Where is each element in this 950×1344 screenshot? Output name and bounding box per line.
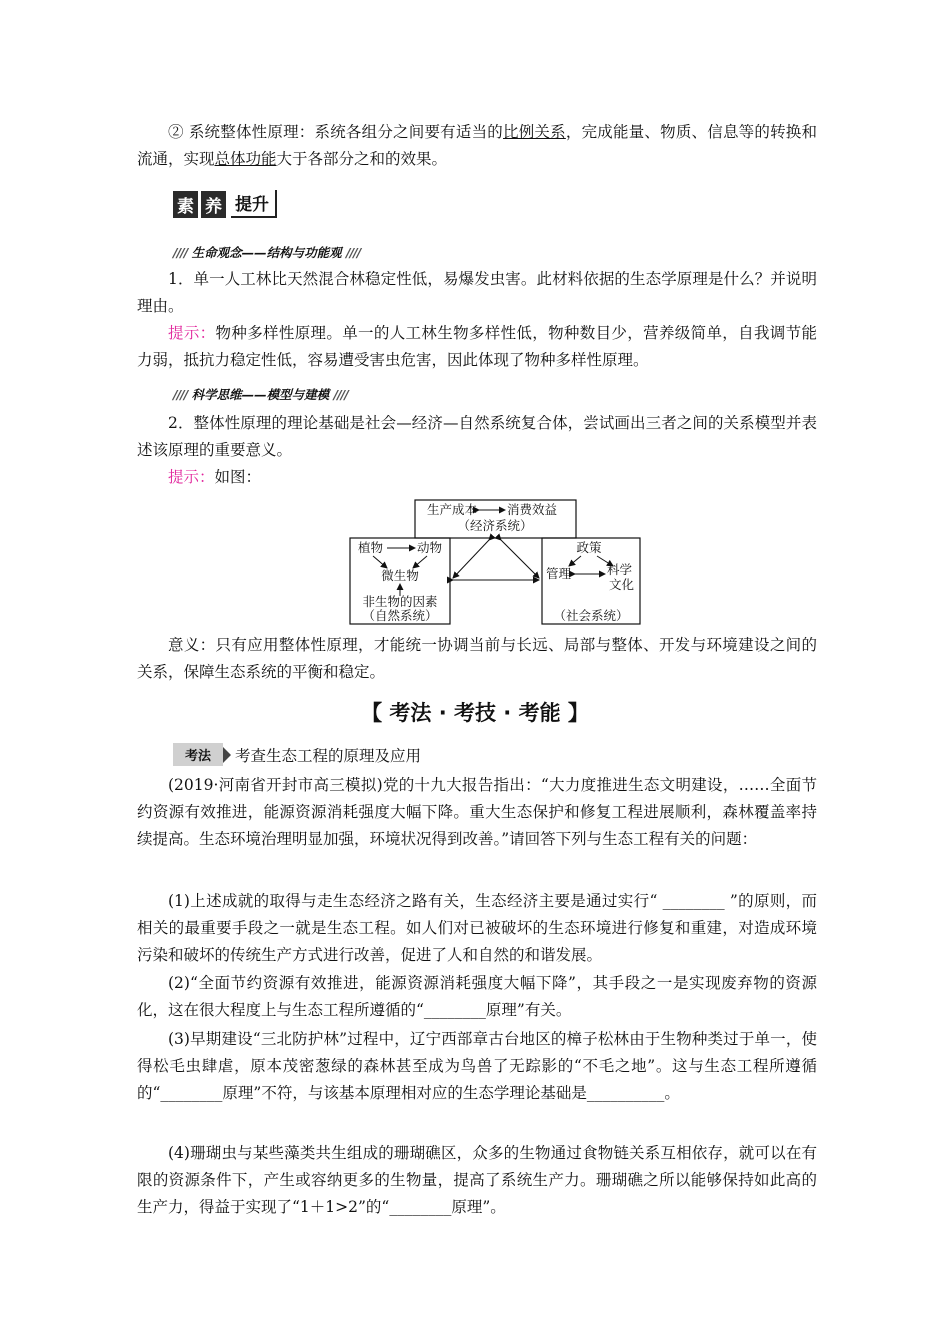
meaning-paragraph: 意义：只有应用整体性原理，才能统一协调当前与长远、局部与整体、开发与环境建设之间的关系，保障生态系统的平衡和稳定。 — [137, 636, 817, 681]
econ-cost: 生产成本 — [427, 502, 478, 517]
system-relationship-diagram — [345, 494, 645, 628]
soc-science: 科学 — [607, 562, 633, 577]
answer-1: 提示：物种多样性原理。单一的人工林生物多样性低，物种数目少，营养级简单，自我调节能力弱，抵抗力稳定性低，容易遭受害虫危害，因此体现了物种多样性原理。 — [137, 324, 817, 369]
question-1: 1．单一人工林比天然混合林稳定性低，易爆发虫害。此材料依据的生态学原理是什么？并说明理由。 — [137, 270, 817, 315]
question-2: 2．整体性原理的理论基础是社会—经济—自然系统复合体，尝试画出三者之间的关系模型并表述该原理的重要意义。 — [137, 414, 817, 459]
soc-label: （社会系统） — [553, 608, 629, 623]
arrow-econ-nature — [453, 540, 489, 578]
principle-paragraph: ② 系统整体性原理：系统各组分之间要有适当的比例关系，完成能量、物质、信息等的转换和流通，实现总体功能大于各部分之和的效果。 — [137, 123, 817, 168]
item-2: (2)“全面节约资源有效推进，能源资源消耗强度大幅下降”，其手段之一是实现废弃物的资源化，这在很大程度上与生态工程所遵循的“________原理”有关。 — [137, 974, 817, 1019]
nat-animal: 动物 — [417, 540, 443, 555]
triangle-arrow-icon — [223, 747, 231, 763]
subheading-life-concept: //// 生命观念——结构与功能观 //// — [173, 245, 361, 260]
soc-culture: 文化 — [609, 577, 635, 592]
section-title: 【 考法 · 考技 · 考能 】 — [361, 701, 589, 725]
section-badge: 素 养 提升 — [173, 190, 277, 218]
underlined-term: 总体功能 — [214, 150, 277, 168]
item-4: (4)珊瑚虫与某些藻类共生组成的珊瑚礁区，众多的生物通过食物链关系互相依存，就可以在有限的资源条件下，产生或容纳更多的生物量，提高了系统生产力。珊瑚礁之所以能够保持如此高的生产力，得益于实现了“1＋1>2”的“________原理”。 — [137, 1144, 817, 1216]
answer-2: 提示：如图： — [168, 468, 262, 486]
nat-plant: 植物 — [358, 540, 384, 555]
soc-policy: 政策 — [576, 540, 602, 555]
underlined-term: 比例关系 — [503, 123, 566, 141]
intro-paragraph: (2019·河南省开封市高三模拟)党的十九大报告指出：“大力度推进生态文明建设，……全面节约资源有效推进，能源资源消耗强度大幅下降。重大生态保护和修复工程进展顺利，森林覆盖率持续提高。生态环境治理明显加强，环境状况得到改善。”请回答下列与生态工程有关的问题： — [137, 776, 817, 848]
econ-label: （经济系统） — [457, 518, 533, 533]
arrow-econ-society — [501, 540, 539, 578]
kaofa-heading: 考法 考查生态工程的原理及应用 — [173, 743, 421, 766]
subheading-science-thinking: //// 科学思维——模型与建模 //// — [173, 387, 348, 402]
econ-benefit: 消费效益 — [507, 502, 558, 517]
nat-abiotic: 非生物的因素 — [362, 594, 438, 609]
soc-management: 管理 — [546, 566, 572, 581]
nat-microbe: 微生物 — [381, 568, 419, 583]
nat-label: （自然系统） — [362, 608, 438, 623]
item-3: (3)早期建设“三北防护林”过程中，辽宁西部章古台地区的樟子松林由于生物种类过于单一，使得松毛虫肆虐，原本茂密葱绿的森林甚至成为鸟兽了无踪影的“不毛之地”。这与生态工程所遵循的“________原理”不符，与该基本原理相对应的生态学理论基础是__________。 — [137, 1030, 817, 1102]
item-1: (1)上述成就的取得与走生态经济之路有关，生态经济主要是通过实行“ ________ ”的原则，而相关的最重要手段之一就是生态工程。如人们对已被破坏的生态环境进行修复和重建，对造成环境污染和破坏的传统生产方式进行改善，促进了人和自然的和谐发展。 — [137, 892, 817, 964]
